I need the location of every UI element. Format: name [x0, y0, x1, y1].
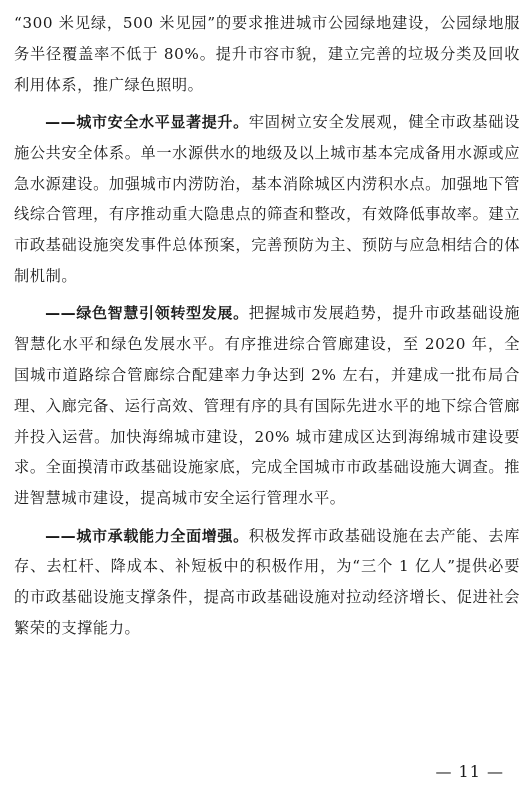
heading-green-smart: ——绿色智慧引领转型发展。 — [45, 304, 249, 323]
heading-urban-safety: ——城市安全水平显著提升。 — [45, 112, 249, 131]
paragraph-greenspace-text: “300 米见绿，500 米见园”的要求推进城市公园绿地建设，公园绿地服务半径覆盖率不低于 80%。提升市容市貌，建立完善的垃圾分类及回收利用体系，推广绿色照明。 — [14, 14, 520, 94]
heading-capacity: ——城市承载能力全面增强。 — [45, 526, 249, 545]
page-number: — 11 — — [435, 762, 504, 781]
paragraph-green-smart-text: 把握城市发展趋势，提升市政基础设施智慧化水平和绿色发展水平。有序推进综合管廊建设，至 2020 年，全国城市道路综合管廊综合配建率力争达到 2% 左右，并建成一批布局合理、入廊完备、运行高效、管理有序的具有国际先进水平的地下综合管廊并投入运营。加快海绵城市建设，20% 城市建成区达到海绵城市建设要求。全面摸清市政基础设施家底，完成全国城市市政基础设施大调查。推进智慧城市建设，提高城市安全运行管理水平。 — [14, 304, 520, 508]
paragraph-capacity-text: 积极发挥市政基础设施在去产能、去库存、去杠杆、降成本、补短板中的积极作用，为“三个 1 亿人”提供必要的市政基础设施支撑条件，提高市政基础设施对拉动经济增长、促进社会繁荣的支撑能力。 — [14, 526, 520, 637]
document-body — [14, 8, 520, 650]
paragraph-urban-safety-text: 牢固树立安全发展观，健全市政基础设施公共安全体系。单一水源供水的地级及以上城市基本完成备用水源或应急水源建设。加强城市内涝防治，基本消除城区内涝积水点。加强地下管线综合管理，有序推动重大隐患点的筛查和整改，有效降低事故率。建立市政基础设施突发事件总体预案，完善预防为主、预防与应急相结合的体制机制。 — [14, 112, 520, 285]
paragraph-green-smart — [14, 298, 520, 514]
paragraph-greenspace — [14, 8, 520, 100]
paragraph-capacity — [14, 521, 520, 644]
paragraph-urban-safety — [14, 107, 520, 292]
